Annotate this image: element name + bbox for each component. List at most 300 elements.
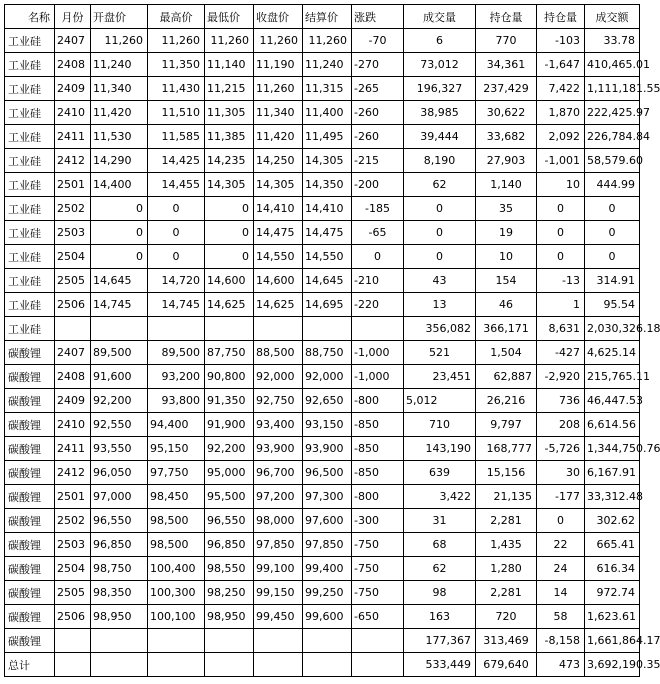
table-row xyxy=(5,485,640,509)
cell-name: 碳酸锂 xyxy=(5,341,55,365)
cell-oi-change: -177 xyxy=(537,485,585,509)
cell-change: -1,000 xyxy=(352,341,404,365)
cell-high: 11,350 xyxy=(148,53,205,77)
cell-settle: 14,350 xyxy=(303,173,352,197)
cell-month: 2502 xyxy=(55,509,91,533)
cell-name: 碳酸锂 xyxy=(5,509,55,533)
cell-open-interest: 154 xyxy=(476,269,537,293)
header-row xyxy=(5,5,640,29)
cell-open-interest: 35 xyxy=(476,197,537,221)
cell-oi-change: 10 xyxy=(537,173,585,197)
cell-volume: 163 xyxy=(404,605,476,629)
cell-month: 2411 xyxy=(55,125,91,149)
cell-open: 11,340 xyxy=(91,77,148,101)
cell-close xyxy=(254,653,303,677)
cell-turnover: 1,111,181.55 xyxy=(585,77,640,101)
table-row xyxy=(5,533,640,557)
cell-name: 碳酸锂 xyxy=(5,605,55,629)
cell-name: 工业硅 xyxy=(5,29,55,53)
cell-name: 工业硅 xyxy=(5,221,55,245)
cell-month: 2505 xyxy=(55,269,91,293)
header-volume: 成交量 xyxy=(404,5,476,29)
cell-turnover: 410,465.01 xyxy=(585,53,640,77)
cell-close: 99,450 xyxy=(254,605,303,629)
cell-change: -185 xyxy=(352,197,404,221)
cell-volume: 533,449 xyxy=(404,653,476,677)
header-open-interest: 持仓量 xyxy=(476,5,537,29)
cell-open: 92,550 xyxy=(91,413,148,437)
cell-high xyxy=(148,653,205,677)
table-row xyxy=(5,269,640,293)
cell-change: -850 xyxy=(352,437,404,461)
cell-open-interest: 1,280 xyxy=(476,557,537,581)
cell-name: 碳酸锂 xyxy=(5,629,55,653)
cell-open-interest: 1,504 xyxy=(476,341,537,365)
cell-low: 91,350 xyxy=(205,389,254,413)
cell-low: 98,550 xyxy=(205,557,254,581)
cell-settle: 92,650 xyxy=(303,389,352,413)
table-row xyxy=(5,605,640,629)
cell-change: -850 xyxy=(352,413,404,437)
cell-name: 工业硅 xyxy=(5,101,55,125)
cell-high: 93,800 xyxy=(148,389,205,413)
table-row xyxy=(5,437,640,461)
cell-month: 2412 xyxy=(55,149,91,173)
cell-settle: 14,305 xyxy=(303,149,352,173)
cell-open-interest: 2,281 xyxy=(476,581,537,605)
cell-month xyxy=(55,653,91,677)
cell-close: 88,500 xyxy=(254,341,303,365)
cell-month: 2409 xyxy=(55,77,91,101)
cell-volume: 0 xyxy=(404,245,476,269)
cell-name: 碳酸锂 xyxy=(5,389,55,413)
cell-open: 96,050 xyxy=(91,461,148,485)
cell-low: 11,260 xyxy=(205,29,254,53)
cell-open-interest: 770 xyxy=(476,29,537,53)
table-row xyxy=(5,581,640,605)
cell-turnover: 215,765.11 xyxy=(585,365,640,389)
cell-settle: 11,315 xyxy=(303,77,352,101)
cell-oi-change: 7,422 xyxy=(537,77,585,101)
cell-volume: 0 xyxy=(404,221,476,245)
cell-name: 碳酸锂 xyxy=(5,557,55,581)
cell-turnover: 95.54 xyxy=(585,293,640,317)
cell-close: 11,190 xyxy=(254,53,303,77)
cell-high: 11,585 xyxy=(148,125,205,149)
cell-close: 96,700 xyxy=(254,461,303,485)
cell-oi-change: 58 xyxy=(537,605,585,629)
cell-name: 碳酸锂 xyxy=(5,365,55,389)
cell-change: -800 xyxy=(352,485,404,509)
cell-change: 0 xyxy=(352,245,404,269)
cell-settle: 99,250 xyxy=(303,581,352,605)
cell-high: 11,510 xyxy=(148,101,205,125)
cell-open-interest: 237,429 xyxy=(476,77,537,101)
cell-close: 14,250 xyxy=(254,149,303,173)
cell-high: 14,745 xyxy=(148,293,205,317)
header-open: 开盘价 xyxy=(91,5,148,29)
cell-volume: 38,985 xyxy=(404,101,476,125)
cell-oi-change: -1,647 xyxy=(537,53,585,77)
cell-month: 2407 xyxy=(55,29,91,53)
table-body xyxy=(5,29,660,677)
cell-turnover: 0 xyxy=(585,245,640,269)
cell-settle xyxy=(303,629,352,653)
header-high: 最高价 xyxy=(148,5,205,29)
cell-close: 92,750 xyxy=(254,389,303,413)
table-row xyxy=(5,413,640,437)
cell-change: -270 xyxy=(352,53,404,77)
cell-turnover: 226,784.84 xyxy=(585,125,640,149)
cell-settle: 88,750 xyxy=(303,341,352,365)
cell-name: 工业硅 xyxy=(5,317,55,341)
cell-change xyxy=(352,653,404,677)
cell-low xyxy=(205,317,254,341)
page xyxy=(4,4,660,677)
cell-oi-change: 1,870 xyxy=(537,101,585,125)
table-row xyxy=(5,509,640,533)
table-row xyxy=(5,461,640,485)
cell-change: -65 xyxy=(352,221,404,245)
cell-month: 2411 xyxy=(55,437,91,461)
cell-open: 0 xyxy=(91,245,148,269)
cell-settle: 97,600 xyxy=(303,509,352,533)
cell-volume: 639 xyxy=(404,461,476,485)
cell-open: 97,000 xyxy=(91,485,148,509)
cell-month: 2501 xyxy=(55,173,91,197)
cell-open-interest: 21,135 xyxy=(476,485,537,509)
cell-close: 93,900 xyxy=(254,437,303,461)
cell-name: 工业硅 xyxy=(5,125,55,149)
cell-change: -265 xyxy=(352,77,404,101)
cell-volume: 73,012 xyxy=(404,53,476,77)
cell-month: 2503 xyxy=(55,221,91,245)
cell-open-interest: 10 xyxy=(476,245,537,269)
cell-oi-change: -5,726 xyxy=(537,437,585,461)
cell-close: 97,850 xyxy=(254,533,303,557)
cell-oi-change: 736 xyxy=(537,389,585,413)
cell-low: 92,200 xyxy=(205,437,254,461)
header-close: 收盘价 xyxy=(254,5,303,29)
table-row xyxy=(5,293,640,317)
cell-volume: 0 xyxy=(404,197,476,221)
cell-month xyxy=(55,317,91,341)
cell-open: 11,530 xyxy=(91,125,148,149)
cell-turnover: 0 xyxy=(585,221,640,245)
cell-low xyxy=(205,629,254,653)
cell-change: -800 xyxy=(352,389,404,413)
cell-turnover: 33.78 xyxy=(585,29,640,53)
cell-open: 11,240 xyxy=(91,53,148,77)
table-row xyxy=(5,629,640,653)
cell-close: 11,260 xyxy=(254,29,303,53)
cell-high: 98,500 xyxy=(148,533,205,557)
cell-month: 2501 xyxy=(55,485,91,509)
cell-open: 91,600 xyxy=(91,365,148,389)
cell-low: 98,950 xyxy=(205,605,254,629)
cell-volume: 521 xyxy=(404,341,476,365)
cell-high xyxy=(148,317,205,341)
cell-settle xyxy=(303,317,352,341)
table-row xyxy=(5,173,640,197)
cell-high: 0 xyxy=(148,245,205,269)
cell-oi-change: 0 xyxy=(537,221,585,245)
cell-settle: 14,410 xyxy=(303,197,352,221)
cell-change xyxy=(352,317,404,341)
cell-high: 89,500 xyxy=(148,341,205,365)
cell-oi-change: 1 xyxy=(537,293,585,317)
table-row xyxy=(5,221,640,245)
cell-volume: 143,190 xyxy=(404,437,476,461)
table-row xyxy=(5,557,640,581)
cell-month: 2410 xyxy=(55,101,91,125)
header-low: 最低价 xyxy=(205,5,254,29)
cell-settle: 14,645 xyxy=(303,269,352,293)
cell-turnover: 4,625.14 xyxy=(585,341,640,365)
cell-low xyxy=(205,653,254,677)
cell-close: 99,100 xyxy=(254,557,303,581)
cell-open: 98,750 xyxy=(91,557,148,581)
cell-volume: 23,451 xyxy=(404,365,476,389)
cell-close: 14,410 xyxy=(254,197,303,221)
cell-month: 2408 xyxy=(55,53,91,77)
cell-high: 98,500 xyxy=(148,509,205,533)
table-row xyxy=(5,149,640,173)
table-row xyxy=(5,197,640,221)
cell-open-interest: 366,171 xyxy=(476,317,537,341)
cell-low: 0 xyxy=(205,221,254,245)
cell-settle: 92,000 xyxy=(303,365,352,389)
cell-low: 11,140 xyxy=(205,53,254,77)
cell-low: 96,850 xyxy=(205,533,254,557)
cell-high: 100,400 xyxy=(148,557,205,581)
cell-open: 92,200 xyxy=(91,389,148,413)
cell-open: 11,420 xyxy=(91,101,148,125)
cell-oi-change: 30 xyxy=(537,461,585,485)
header-turnover: 成交额 xyxy=(585,5,640,29)
cell-turnover: 0 xyxy=(585,197,640,221)
cell-turnover: 665.41 xyxy=(585,533,640,557)
cell-month: 2409 xyxy=(55,389,91,413)
cell-open: 14,400 xyxy=(91,173,148,197)
cell-open xyxy=(91,317,148,341)
cell-open: 14,645 xyxy=(91,269,148,293)
cell-month: 2502 xyxy=(55,197,91,221)
cell-high: 94,400 xyxy=(148,413,205,437)
cell-volume: 5,012 xyxy=(404,389,476,413)
cell-oi-change: -13 xyxy=(537,269,585,293)
cell-name: 碳酸锂 xyxy=(5,461,55,485)
cell-change xyxy=(352,629,404,653)
cell-name: 碳酸锂 xyxy=(5,581,55,605)
cell-close: 11,340 xyxy=(254,101,303,125)
cell-oi-change: 0 xyxy=(537,197,585,221)
cell-close: 14,475 xyxy=(254,221,303,245)
cell-low: 11,215 xyxy=(205,77,254,101)
cell-settle xyxy=(303,653,352,677)
table-row xyxy=(5,365,640,389)
cell-open-interest: 1,140 xyxy=(476,173,537,197)
cell-volume: 43 xyxy=(404,269,476,293)
cell-close: 93,400 xyxy=(254,413,303,437)
cell-oi-change: 14 xyxy=(537,581,585,605)
header-settle: 结算价 xyxy=(303,5,352,29)
cell-settle: 11,400 xyxy=(303,101,352,125)
cell-settle: 14,550 xyxy=(303,245,352,269)
cell-open-interest: 30,622 xyxy=(476,101,537,125)
cell-open xyxy=(91,653,148,677)
cell-open: 89,500 xyxy=(91,341,148,365)
cell-settle: 11,495 xyxy=(303,125,352,149)
cell-volume: 177,367 xyxy=(404,629,476,653)
cell-volume: 62 xyxy=(404,173,476,197)
cell-change: -300 xyxy=(352,509,404,533)
cell-name: 碳酸锂 xyxy=(5,437,55,461)
cell-turnover: 302.62 xyxy=(585,509,640,533)
header-name: 名称 xyxy=(5,5,55,29)
cell-name: 碳酸锂 xyxy=(5,533,55,557)
cell-oi-change: 8,631 xyxy=(537,317,585,341)
header-oi-change: 持仓量 xyxy=(537,5,585,29)
cell-high: 0 xyxy=(148,197,205,221)
cell-volume: 3,422 xyxy=(404,485,476,509)
table-row xyxy=(5,245,640,269)
cell-open-interest: 313,469 xyxy=(476,629,537,653)
cell-turnover: 1,623.61 xyxy=(585,605,640,629)
cell-change: -750 xyxy=(352,533,404,557)
cell-low: 95,000 xyxy=(205,461,254,485)
cell-open: 93,550 xyxy=(91,437,148,461)
cell-turnover: 58,579.60 xyxy=(585,149,640,173)
cell-low: 11,305 xyxy=(205,101,254,125)
cell-settle: 99,400 xyxy=(303,557,352,581)
table-row xyxy=(5,77,640,101)
table-row xyxy=(5,389,640,413)
cell-open-interest: 720 xyxy=(476,605,537,629)
cell-low: 14,305 xyxy=(205,173,254,197)
cell-open-interest: 62,887 xyxy=(476,365,537,389)
cell-open-interest: 679,640 xyxy=(476,653,537,677)
cell-close xyxy=(254,629,303,653)
table-row xyxy=(5,101,640,125)
cell-high: 11,260 xyxy=(148,29,205,53)
cell-close: 14,600 xyxy=(254,269,303,293)
cell-low: 95,500 xyxy=(205,485,254,509)
cell-month: 2505 xyxy=(55,581,91,605)
cell-high: 14,455 xyxy=(148,173,205,197)
table-row xyxy=(5,53,640,77)
cell-close: 11,260 xyxy=(254,77,303,101)
cell-turnover: 46,447.53 xyxy=(585,389,640,413)
cell-open-interest: 33,682 xyxy=(476,125,537,149)
cell-high: 100,100 xyxy=(148,605,205,629)
cell-month: 2412 xyxy=(55,461,91,485)
cell-change: -220 xyxy=(352,293,404,317)
cell-low: 14,625 xyxy=(205,293,254,317)
cell-oi-change: -427 xyxy=(537,341,585,365)
cell-low: 0 xyxy=(205,197,254,221)
cell-low: 91,900 xyxy=(205,413,254,437)
cell-turnover: 222,425.97 xyxy=(585,101,640,125)
cell-high: 100,300 xyxy=(148,581,205,605)
cell-oi-change: 24 xyxy=(537,557,585,581)
cell-volume: 8,190 xyxy=(404,149,476,173)
cell-month: 2410 xyxy=(55,413,91,437)
cell-open: 96,550 xyxy=(91,509,148,533)
cell-oi-change: 473 xyxy=(537,653,585,677)
table-row xyxy=(5,653,640,677)
cell-close: 97,200 xyxy=(254,485,303,509)
cell-change: -260 xyxy=(352,101,404,125)
cell-open-interest: 34,361 xyxy=(476,53,537,77)
cell-close: 14,625 xyxy=(254,293,303,317)
cell-close: 92,000 xyxy=(254,365,303,389)
cell-month: 2408 xyxy=(55,365,91,389)
cell-month: 2504 xyxy=(55,557,91,581)
cell-high: 93,200 xyxy=(148,365,205,389)
cell-settle: 99,600 xyxy=(303,605,352,629)
cell-low: 11,385 xyxy=(205,125,254,149)
cell-change: -70 xyxy=(352,29,404,53)
cell-change: -750 xyxy=(352,581,404,605)
cell-change: -1,000 xyxy=(352,365,404,389)
cell-high xyxy=(148,629,205,653)
cell-high: 97,750 xyxy=(148,461,205,485)
cell-oi-change: -8,158 xyxy=(537,629,585,653)
cell-turnover: 3,692,190.35 xyxy=(585,653,640,677)
cell-oi-change: -1,001 xyxy=(537,149,585,173)
cell-name: 碳酸锂 xyxy=(5,485,55,509)
cell-oi-change: 22 xyxy=(537,533,585,557)
cell-name: 工业硅 xyxy=(5,245,55,269)
table-row xyxy=(5,29,640,53)
cell-close: 98,000 xyxy=(254,509,303,533)
cell-month: 2506 xyxy=(55,605,91,629)
cell-settle: 96,500 xyxy=(303,461,352,485)
cell-open-interest: 9,797 xyxy=(476,413,537,437)
cell-open-interest: 26,216 xyxy=(476,389,537,413)
cell-settle: 14,475 xyxy=(303,221,352,245)
cell-open-interest: 2,281 xyxy=(476,509,537,533)
cell-settle: 97,850 xyxy=(303,533,352,557)
cell-open: 14,745 xyxy=(91,293,148,317)
cell-name: 碳酸锂 xyxy=(5,413,55,437)
cell-turnover: 616.34 xyxy=(585,557,640,581)
cell-oi-change: -103 xyxy=(537,29,585,53)
cell-high: 11,430 xyxy=(148,77,205,101)
cell-change: -650 xyxy=(352,605,404,629)
cell-volume: 68 xyxy=(404,533,476,557)
futures-trading-table xyxy=(4,4,660,677)
cell-open: 14,290 xyxy=(91,149,148,173)
cell-low: 0 xyxy=(205,245,254,269)
cell-oi-change: 0 xyxy=(537,509,585,533)
cell-high: 95,150 xyxy=(148,437,205,461)
cell-open-interest: 1,435 xyxy=(476,533,537,557)
cell-volume: 98 xyxy=(404,581,476,605)
cell-open: 96,850 xyxy=(91,533,148,557)
cell-open-interest: 168,777 xyxy=(476,437,537,461)
cell-volume: 356,082 xyxy=(404,317,476,341)
cell-turnover: 314.91 xyxy=(585,269,640,293)
cell-open: 0 xyxy=(91,221,148,245)
cell-month xyxy=(55,629,91,653)
cell-open-interest: 27,903 xyxy=(476,149,537,173)
cell-high: 98,450 xyxy=(148,485,205,509)
cell-volume: 6 xyxy=(404,29,476,53)
cell-settle: 11,260 xyxy=(303,29,352,53)
cell-low: 98,250 xyxy=(205,581,254,605)
